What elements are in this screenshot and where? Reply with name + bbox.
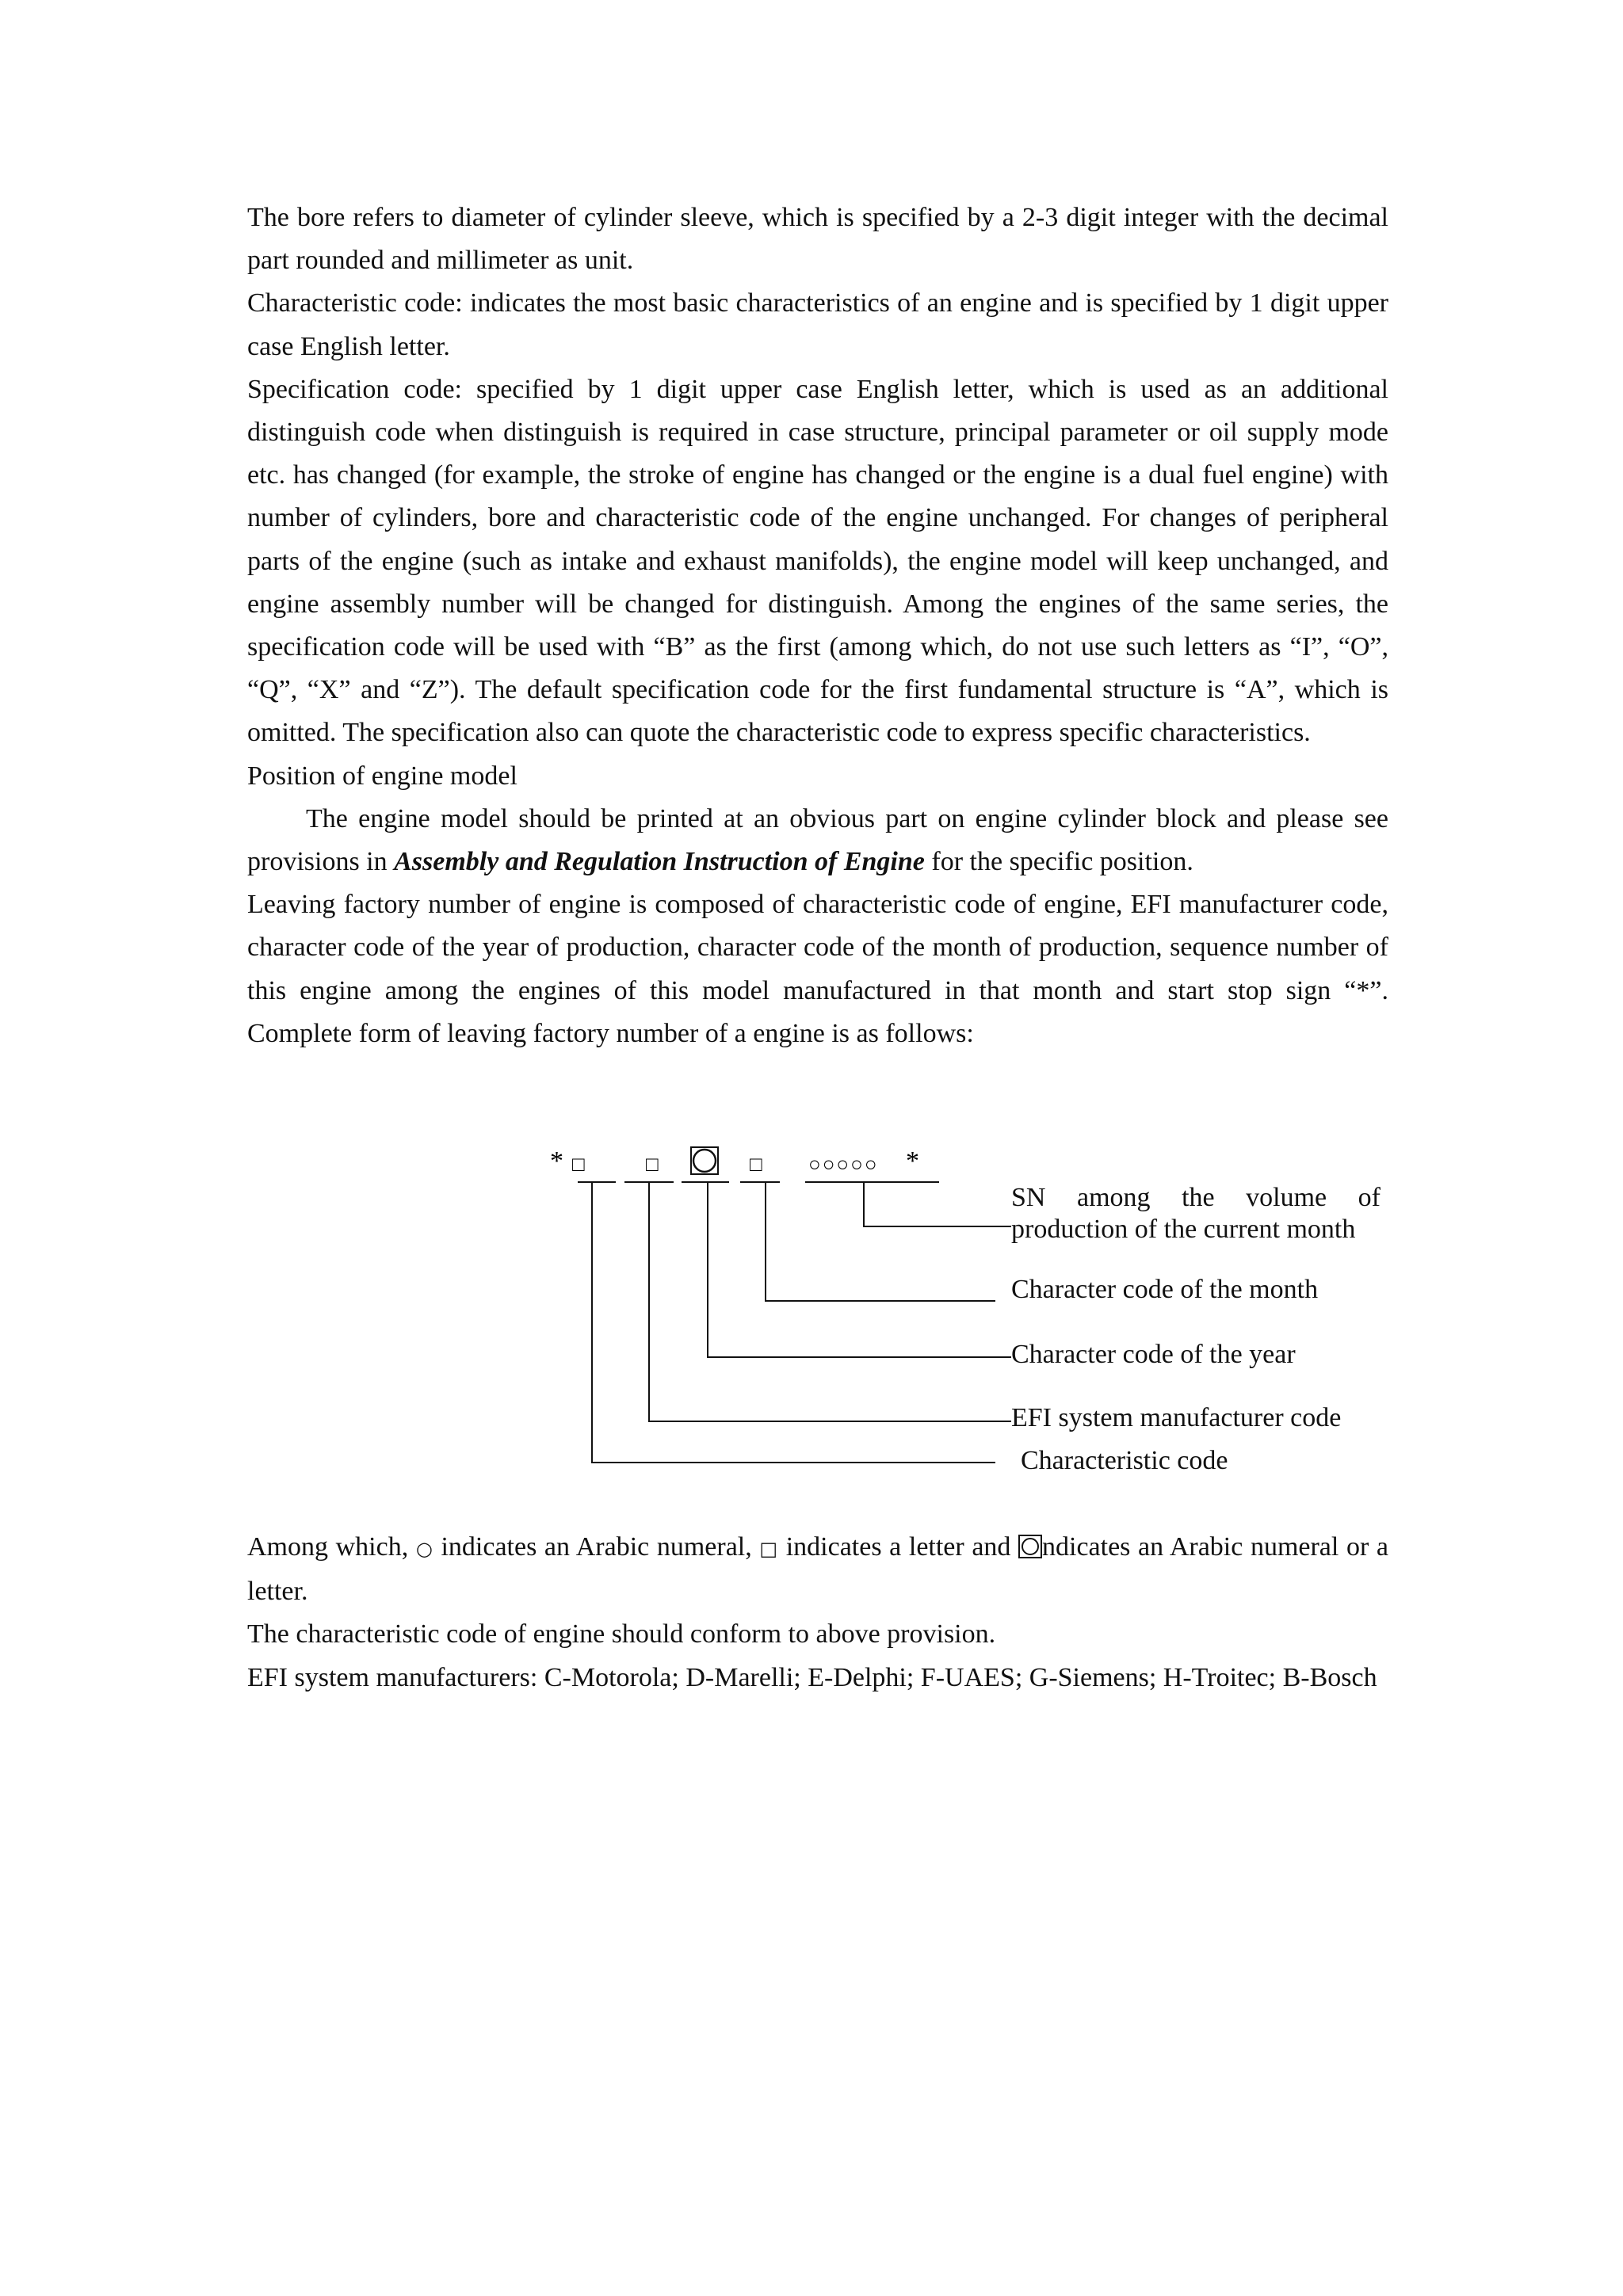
paragraph-leaving-factory-number: Leaving factory number of engine is composed of characteristic code of engine, EFI manufacturer code, character code of the year of production, character code of the month of production, sequence number of this engine among the engines of this model manufactured in that month and start stop sign “*”. Complete form of leaving factory number of a engine is as follows: xyxy=(247,890,1388,1048)
digit-or-letter-box xyxy=(691,1147,718,1174)
label-month-code: Character code of the month xyxy=(1011,1275,1319,1304)
heading-position-of-engine-model: Position of engine model xyxy=(247,761,517,791)
digit-circles: ○○○○○ xyxy=(808,1153,879,1176)
letter-box-characteristic: □ xyxy=(572,1153,585,1176)
circle-symbol: ○ xyxy=(415,1538,433,1560)
paragraph-bore: The bore refers to diameter of cylinder sleeve, which is specified by a 2-3 digit integer with the decimal part rounded and millimeter as unit. xyxy=(247,203,1388,276)
label-year-code: Character code of the year xyxy=(1011,1340,1296,1369)
paragraph-efi-manufacturers: EFI system manufacturers: C-Motorola; D-Marelli; E-Delphi; F-UAES; G-Siemens; H-Troitec; B-Bosch xyxy=(247,1662,1377,1692)
letter-box-month: □ xyxy=(750,1153,762,1176)
paragraph-characteristic-code: Characteristic code: indicates the most basic characteristics of an engine and is specified by 1 digit upper case English letter. xyxy=(247,288,1388,361)
body-text xyxy=(247,196,1388,1055)
bottom-text xyxy=(247,1526,1388,1699)
paragraph-specification-code: Specification code: specified by 1 digit upper case English letter, which is used as an additional distinguish code when distinguish is required in case structure, principal parameter or oil supply mode etc. has changed (for example, the stroke of engine has changed or the engine is a dual fuel engine) with number of cylinders, bore and characteristic code of the engine unchanged. For changes of peripheral parts of the engine (such as intake and exhaust manifolds), the engine model will keep unchanged, and engine assembly number will be changed for distinguish. Among the engines of the same series, the specification code will be used with “B” as the first (among which, do not use such letters as “I”, “O”, “Q”, “X” and “Z”). The default specification code for the first fundamental structure is “A”, which is omitted. The specification also can quote the characteristic code to express specific characteristics. xyxy=(247,374,1388,748)
paragraph-model-position-text-2: for the specific position. xyxy=(924,847,1193,877)
legend-text-1: Among which, xyxy=(247,1532,416,1562)
digit-or-letter-symbol xyxy=(1018,1535,1042,1558)
leader-lines xyxy=(578,1182,1011,1463)
letter-box-efi: □ xyxy=(646,1153,659,1176)
paragraph-conform: The characteristic code of engine should conform to above provision. xyxy=(247,1619,996,1650)
square-symbol: □ xyxy=(759,1538,779,1560)
star-end: * xyxy=(906,1146,919,1176)
legend-text-4: ndicates an Arabic numeral or a letter. xyxy=(247,1532,1388,1607)
paragraph-model-position-text-1: The engine model should be printed at an obvious part on engine cylinder block and please see provisions in xyxy=(247,803,1388,877)
paragraph-model-position xyxy=(247,798,1388,883)
symbol-legend xyxy=(247,1526,1388,1613)
label-sn: SN among the volume of production of the current month xyxy=(1011,1183,1381,1244)
label-efi-code: EFI system manufacturer code xyxy=(1011,1403,1342,1432)
book-title: Assembly and Regulation Instruction of Engine xyxy=(394,847,925,877)
star-start: * xyxy=(550,1146,563,1176)
legend-text-2: indicates an Arabic numeral, xyxy=(433,1532,760,1562)
label-characteristic-code: Characteristic code xyxy=(1021,1446,1228,1475)
legend-text-3: indicates a letter and xyxy=(778,1532,1019,1562)
